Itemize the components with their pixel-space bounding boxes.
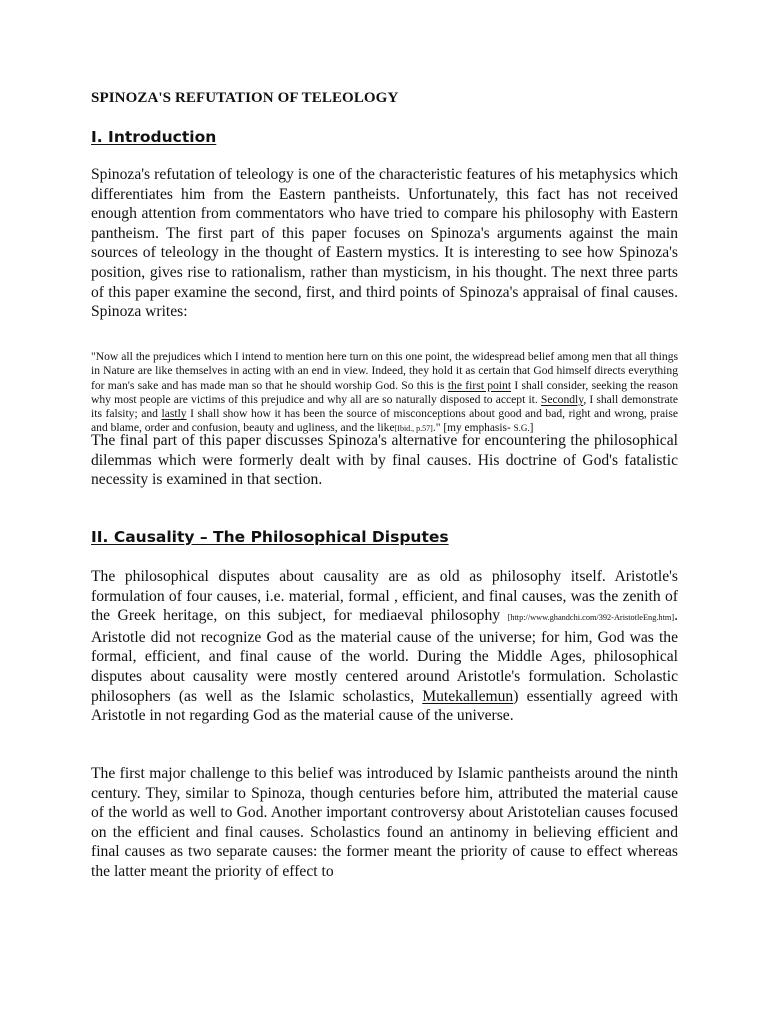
section-heading-causality: II. Causality – The Philosophical Disputes [91, 528, 449, 546]
quote-text-5: ." [432, 421, 444, 435]
causality-text-3: ) essentially agreed with Aristotle in not regarding God as the material cause of the universe. [91, 687, 678, 725]
aristotle-link-citation[interactable]: [http://www.ghandchi.com/392-AristotleEng.htm] [507, 613, 675, 623]
emphasis-note: [my emphasis- [443, 422, 514, 435]
quote-emphasis-lastly: lastly [161, 407, 187, 421]
causality-text-2: . Aristotle did not recognize God as the material cause of the universe; for him, God was the formal, efficient, and final cause of the world. During the Middle Ages, philosophical disputes about causality were mostly centered around Aristotle's formulation. Scholastic philosophers (as well as the Islamic scholastics, [91, 607, 678, 705]
spinoza-quote [91, 350, 678, 437]
emphasis-note-close: ] [529, 422, 534, 435]
quote-emphasis-secondly: Secondly [540, 392, 584, 406]
section-heading-introduction: I. Introduction [91, 128, 217, 146]
emphasis-initials: S.G. [513, 423, 530, 434]
intro-paragraph-1: Spinoza's refutation of teleology is one of the characteristic features of his metaphysics which differentiates him from the Eastern pantheists. Unfortunately, this fact has not received enough attention from commentators who have tried to compare his philosophy with Eastern pantheism. The first part of this paper focuses on Spinoza's arguments against the main sources of teleology in the thought of Eastern mystics. It is interesting to see how Spinoza's position, gives rise to rationalism, rather than mysticism, in his thought. The next three parts of this paper examine the second, first, and third points of Spinoza's appraisal of final causes. Spinoza writes: [91, 166, 678, 321]
quote-text-2: I shall consider, seeking the reason why most people are victims of this prejudice and why all are so naturally disposed to accept it. [91, 378, 678, 406]
quote-text-1: "Now all the prejudices which I intend to mention here turn on this one point, the widespread belief among men that all things in Nature are like themselves in acting with an end in view. Indeed, they hold it as certain that God himself directs everything for man's sake and has made man so that he should worship God. So this is [91, 350, 678, 392]
causality-text-1: The philosophical disputes about causality are as old as philosophy itself. Aristotle's formulation of four causes, i.e. material, formal , efficient, and final causes, was the zenith of the Greek heritage, on this subject, for mediaeval philosophy [91, 568, 678, 625]
mutekallemun-term: Mutekallemun [422, 687, 514, 705]
causality-paragraph-2: The first major challenge to this belief was introduced by Islamic pantheists around the ninth century. They, similar to Spinoza, though centuries before him, attributed the material cause of the world as well to God. Another important controversy about Aristotelian causes focused on the efficient and final causes. Scholastics found an antinomy in believing efficient and final causes as two separate causes: the former meant the priority of cause to effect whereas the latter meant the priority of effect to [91, 765, 678, 880]
quote-emphasis-first-point: the first point [447, 378, 512, 392]
quote-text-4: I shall show how it has been the source of misconceptions about good and bad, right and wrong, praise and blame, order and confusion, beauty and ugliness, and the like [91, 407, 678, 435]
quote-text-3: , I shall demonstrate its falsity; and [91, 392, 679, 421]
quote-citation: [Ibid., p.57] [394, 424, 433, 434]
intro-paragraph-2: The final part of this paper discusses Spinoza's alternative for encountering the philosophical dilemmas which were formerly dealt with by final causes. His doctrine of God's fatalistic necessity is examined in that section. [91, 432, 678, 489]
causality-paragraph-1 [91, 567, 678, 726]
document-title: SPINOZA'S REFUTATION OF TELEOLOGY [91, 90, 399, 106]
